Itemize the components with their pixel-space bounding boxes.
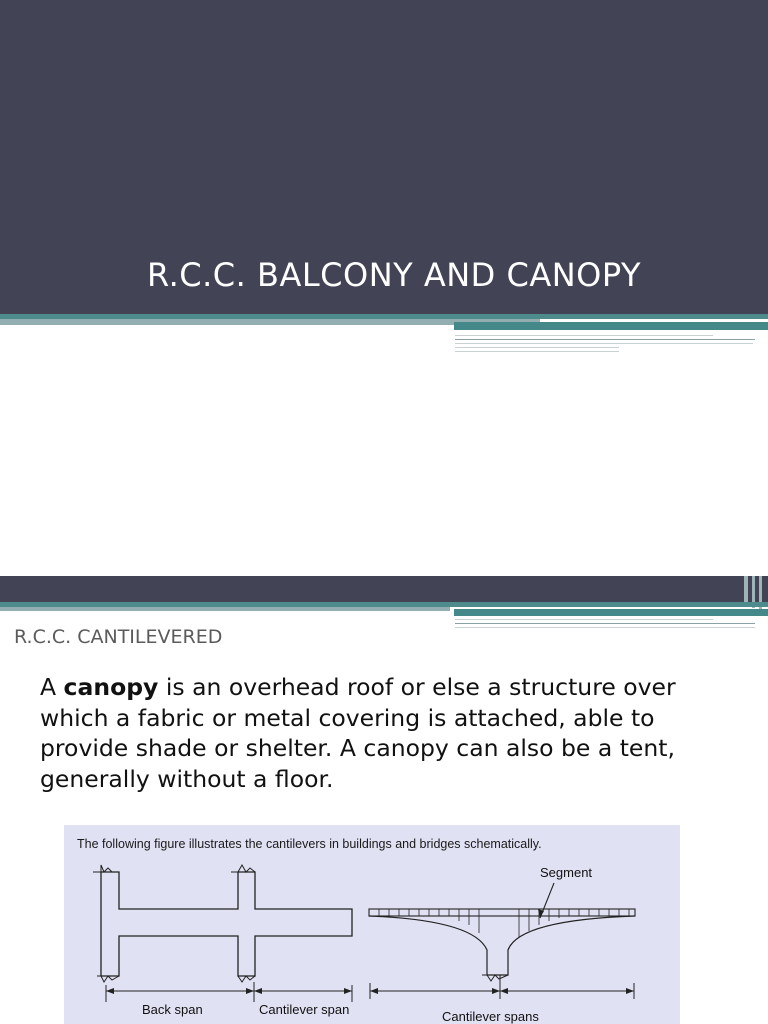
content-slide [0,576,768,1024]
paragraph-rest: is an overhead roof or else a structure over which a fabric or metal covering is attached, able to provide shade or shelter. A canopy can also be a tent, generally without a floor. [40,673,676,793]
slide-heading: R.C.C. CANTILEVERED [14,626,223,648]
decor-line [455,343,753,344]
decor-line [455,347,619,348]
slide-title: R.C.C. BALCONY AND CANOPY [147,256,641,294]
decor-line [455,627,755,628]
accent-stripe-right [454,322,768,330]
label-cantilever-span: Cantilever span [259,1002,350,1017]
header-band [0,576,768,602]
label-cantilever-spans: Cantilever spans [442,1009,539,1024]
accent-stripe-light [0,607,450,611]
label-back-span: Back span [142,1002,203,1017]
decor-line [455,351,619,352]
decor-line [455,623,755,624]
figure-caption: The following figure illustrates the cantilevers in buildings and bridges schematically. [77,837,542,851]
body-paragraph [40,672,720,794]
paragraph-bold-term: canopy [63,673,159,701]
label-segment: Segment [540,865,593,880]
cantilever-figure [64,825,680,1024]
figure-background [64,825,680,1024]
decor-line [455,619,713,620]
decor-line [455,339,755,340]
decor-line [455,335,713,336]
paragraph-prefix: A [40,673,64,701]
accent-stripe-right [454,609,768,616]
